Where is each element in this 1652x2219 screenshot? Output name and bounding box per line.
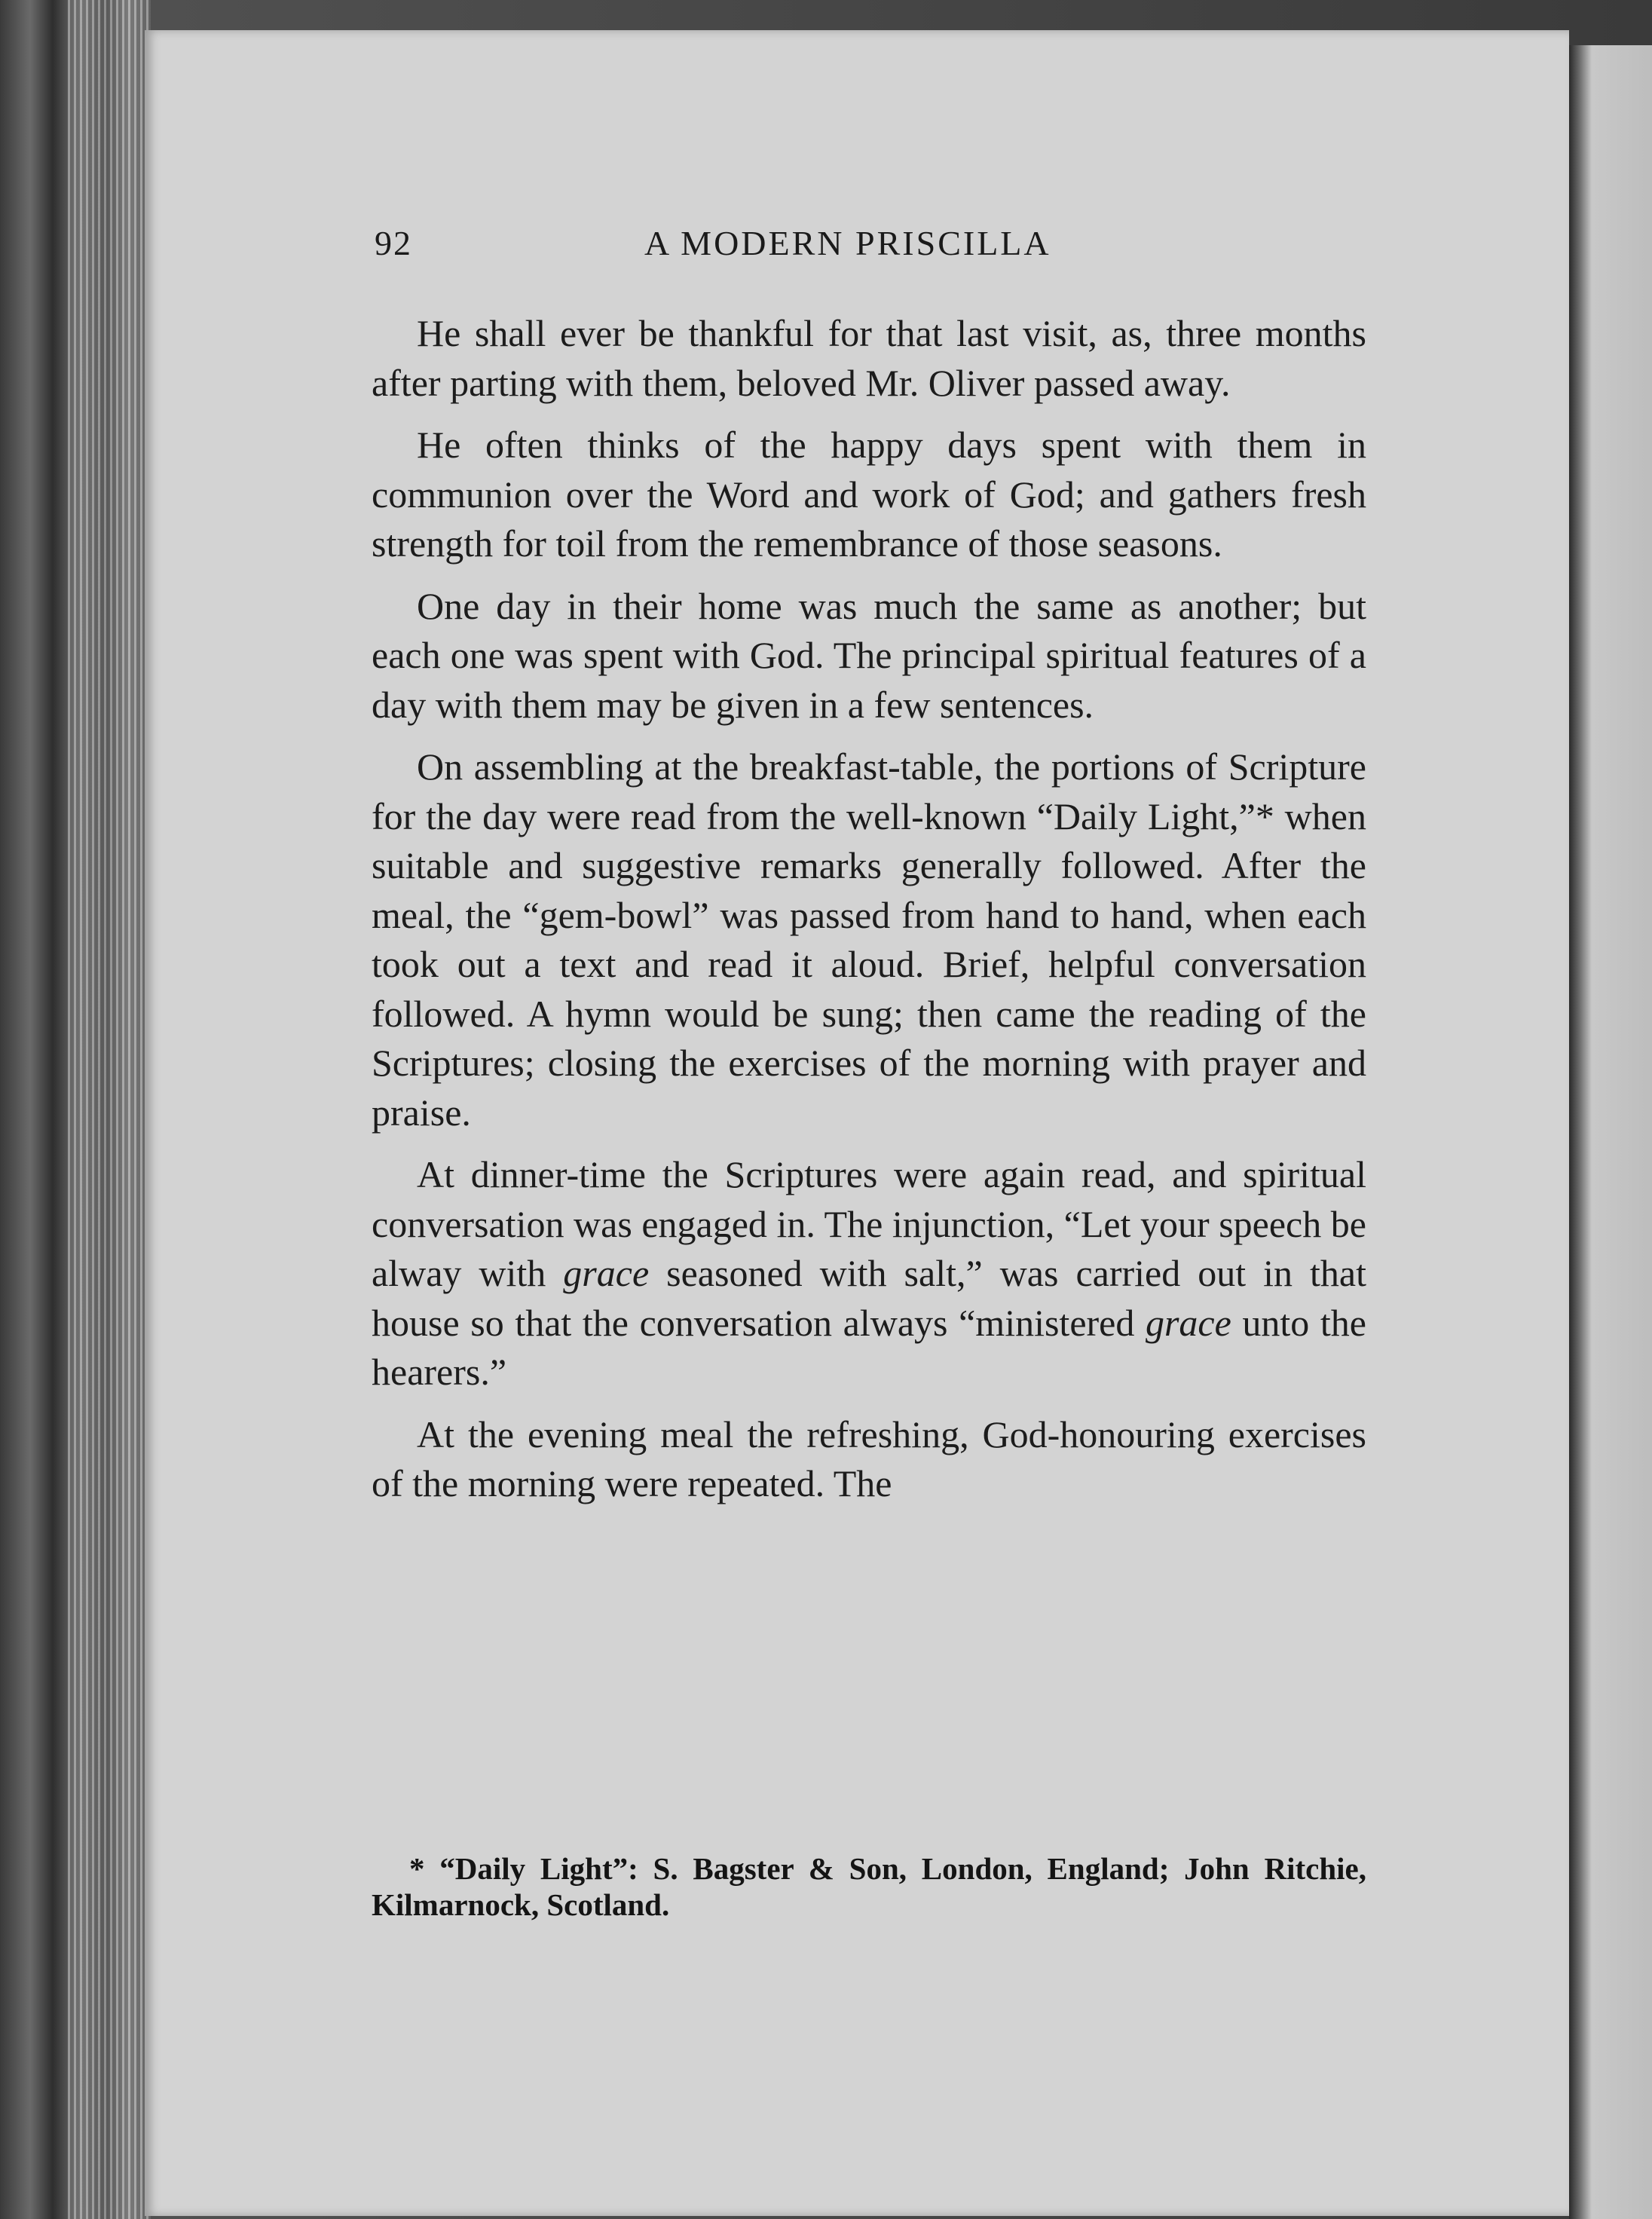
paragraph-5-part-3: unto the hearers.”	[372, 1301, 1366, 1393]
paragraph-5	[372, 1150, 1366, 1397]
emphasis-grace-2: grace	[1145, 1301, 1231, 1344]
paragraph-4: On assembling at the breakfast-table, the portions of Scripture for the day were read from the well-known “Daily Light,”* when suitable and suggestive remarks generally followed. After the meal, the “gem-bowl” was passed from hand to hand, when each took out a text and read it aloud. Brief, helpful conversation followed. A hymn would be sung; then came the reading of the Scriptures; closing the exercises of the morning with prayer and praise.	[372, 745, 1366, 1134]
paragraph-6: At the evening meal the refreshing, God-honouring exercises of the morning were repeated. The	[372, 1413, 1366, 1504]
paragraph-5-part-2: seasoned with salt,” was carried out in that house so that the conversation always “ministered	[372, 1252, 1366, 1344]
running-head	[375, 223, 1369, 268]
body-text	[372, 309, 1366, 1522]
stacked-page-edges	[68, 0, 151, 2219]
running-title: A MODERN PRISCILLA	[644, 224, 1051, 262]
footnote: * “Daily Light”: S. Bagster & Son, London, England; John Ritchie, Kilmarnock, Scotland.	[372, 1851, 1366, 1922]
facing-page-edge	[1569, 45, 1652, 2219]
emphasis-grace-1: grace	[563, 1252, 650, 1294]
paragraph-5-part-1: At dinner-time the Scriptures were again read, and spiritual conversation was engaged in. The injunction, “Let your speech be alway with	[372, 1153, 1366, 1294]
page-number: 92	[375, 224, 412, 262]
paragraph-2: He often thinks of the happy days spent with them in communion over the Word and work of God; and gathers fresh strength for toil from the remembrance of those seasons.	[372, 424, 1366, 565]
paragraph-1: He shall ever be thankful for that last visit, as, three months after parting with them, beloved Mr. Oliver passed away.	[372, 312, 1366, 404]
paragraph-3: One day in their home was much the same as another; but each one was spent with God. The principal spiritual features of a day with them may be given in a few sentences.	[372, 584, 1366, 726]
